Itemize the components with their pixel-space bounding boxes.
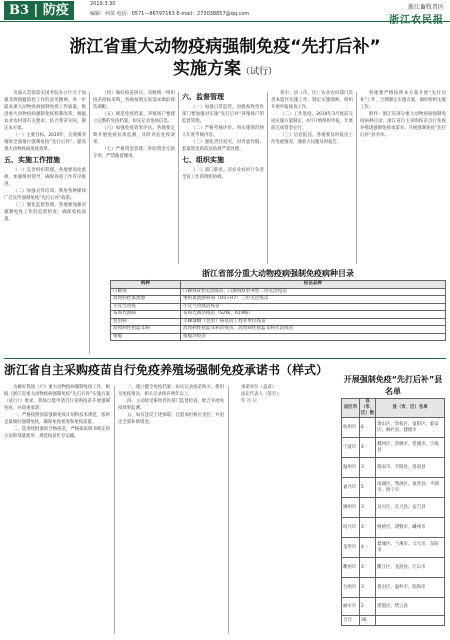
table-cell: 布鲁氏菌病 [111, 311, 181, 319]
column-divider [267, 92, 268, 264]
table-row [111, 288, 446, 296]
table-cell: 4 [360, 538, 376, 558]
table-row [342, 616, 445, 626]
table-cell: 3 [360, 558, 376, 578]
table-cell: 高致病性禽流感 [111, 296, 181, 304]
column-header: 病种 [111, 281, 181, 289]
column-divider [178, 92, 179, 264]
article-column-3 [182, 90, 264, 262]
county-table [341, 398, 445, 626]
paragraph: （二）加强宣传培训。利用各种媒体广泛宣传强制免疫“先打后补”政策。 [4, 189, 86, 201]
table-cell: 柯桥区、诸暨市、嵊州市 [376, 518, 445, 538]
paragraph: （二）工作进度。2019年3月底前完成实施方案制定，4月开始组织申报，年底前完成资金兑付。 [271, 112, 353, 131]
paragraph: 承诺单位（盖章）： [241, 385, 279, 390]
table-cell: 包虫病 [111, 318, 181, 326]
county-list-title: 开展强制免疫“先打后补”县名单 [343, 375, 443, 396]
pledge-column-2 [118, 384, 224, 636]
table-cell: 杭州市 [342, 418, 360, 438]
paragraph: 三、建立健全免疫档案，如实记录疫苗购买、使用及免疫情况，相关记录保存两年以上。 [118, 385, 224, 397]
paragraph: 一、严格按照国家强制免疫计划和技术规范，按时足量做好强制免疫，确保免疫密度和免疫质量。 [4, 413, 110, 425]
section-badge: B3 | 防疫 [4, 1, 74, 20]
paragraph: （五）规范免疫档案。养殖场户要建立完整的免疫档案，如实记录免疫信息。 [93, 112, 175, 124]
table-cell: 羊棘球蚴（包虫）病基因工程亚单位疫苗 [181, 318, 446, 326]
paragraph: （二）严格考核评价。将实施情况纳入年度考核内容。 [182, 126, 264, 138]
table-cell: 猪瘟 [111, 333, 181, 341]
table-row [111, 303, 446, 311]
table-row [342, 538, 445, 558]
paragraph: 年 月 日 [241, 399, 257, 404]
headline-title: 实施方案 [172, 59, 241, 79]
table-cell [376, 616, 445, 626]
main-headline [0, 36, 450, 83]
table-row [342, 418, 445, 438]
table-row [342, 438, 445, 458]
table-cell: 高致病性猪蓝耳病活疫苗、高致病性猪蓝耳病灭活疫苗 [181, 326, 446, 334]
table-cell: 吴兴区、长兴县、安吉县 [376, 498, 445, 518]
table-cell: 丽水市 [342, 598, 360, 616]
column-divider [114, 386, 115, 634]
table-cell: 黄岩区、温岭市、临海市 [376, 578, 445, 598]
vaccine-table-box [110, 268, 446, 354]
pledge-column-1 [4, 384, 110, 636]
table-row [342, 558, 445, 578]
paragraph: （一）部门职责。省农业农村厅负责全省工作的组织协调。 [182, 168, 264, 180]
table-row [342, 458, 445, 478]
column-name: 浙江畜牧兽医 [407, 4, 444, 11]
table-cell: 4 [360, 438, 376, 458]
table-row [342, 518, 445, 538]
table-cell: 口蹄疫 [111, 288, 181, 296]
paragraph: （一）主要目标。2019年，在规模养殖场全面推行强制免疫“先打后补”，提高重大动物疫病免疫效果。 [4, 133, 86, 152]
table-cell: 高致病性猪蓝耳病 [111, 326, 181, 334]
table-row [111, 333, 446, 341]
headline-line-2 [0, 58, 450, 83]
article-column-1 [4, 90, 86, 358]
column-divider [228, 386, 229, 634]
paragraph: （四）做好疫苗供应。省级统一组织疫苗招标采购，各地按照实际需求做好疫苗调配。 [93, 91, 175, 110]
newspaper-logo: 浙江农民报 [389, 15, 444, 26]
paragraph: （三）强化责任追究。对弄虚作假、套取资金的依法依规严肃处理。 [182, 140, 264, 152]
table-cell: 湖州市 [342, 498, 360, 518]
table-cell: 3 [360, 458, 376, 478]
editor-contact: 编辑：何苗 电话：0571—86797163 E-mail：273038857@qq.com [90, 11, 250, 17]
article-column-4 [271, 90, 353, 262]
table-cell: 3 [360, 518, 376, 538]
table-cell: 宁波市 [342, 438, 360, 458]
paragraph: 附件：浙江省部分重大动物疫病强制免疫病种目录；浙江省自主采购疫苗自行免疫养殖场强制免疫承诺书；开展强制免疫“先打后补”县名单。 [360, 112, 446, 138]
table-cell: 重组禽流感病毒（H5+H7）三价灭活疫苗 [181, 296, 446, 304]
table-header-row [111, 281, 446, 289]
paragraph: 各地要严格按照本方案开展“先打后补”工作，合理制定实施方案，做好组织实施工作。 [360, 91, 446, 110]
column-header: 设区市 [342, 399, 360, 418]
section-divider [4, 358, 446, 359]
table-cell: 36 [360, 616, 376, 626]
column-header: 县（市、区）名单 [376, 399, 445, 418]
column-divider [356, 92, 357, 264]
pledge-column-3 [232, 384, 336, 636]
table-cell: 3 [360, 578, 376, 598]
table-cell: 小反刍兽疫 [111, 303, 181, 311]
masthead [389, 2, 444, 26]
paragraph: （七）严格资金管理。补助资金专款专用，严禁截留挪用。 [93, 147, 175, 159]
paragraph: （一）加强日常监管。县级畜牧兽医部门要加强对实施“先打后补”养殖场户的监督管理。 [182, 105, 264, 124]
section-heading: 六、监督管理 [182, 93, 224, 101]
table-cell: 萧山区、余杭区、富阳区、临安区、桐庐县、建德市 [376, 418, 445, 438]
table-cell: 5 [360, 478, 376, 498]
table-cell: 莲都区、缙云县 [376, 598, 445, 616]
table-cell: 猪瘟活疫苗 [181, 333, 446, 341]
table-cell: 衢江区、龙游县、江山市 [376, 558, 445, 578]
table-cell: 鄞州区、余姚市、慈溪市、宁海县 [376, 438, 445, 458]
pledge-headline: 浙江省自主采购疫苗自行免疫养殖场强制免疫承诺书（样式） [4, 363, 329, 377]
column-divider [89, 92, 90, 354]
table-cell: 6 [360, 418, 376, 438]
table-cell: 婺城区、兰溪市、义乌市、东阳市 [376, 538, 445, 558]
headline-line-1: 浙江省重大动物疫病强制免疫“先打后补” [69, 37, 381, 57]
table-cell: 衢州市 [342, 558, 360, 578]
paragraph: 法定代表人（签字）： [241, 392, 283, 397]
table-cell: 合计 [342, 616, 360, 626]
table-cell: 布鲁氏菌活疫苗（S2株、A19株） [181, 311, 446, 319]
table-cell: 2 [360, 598, 376, 616]
table-row [342, 598, 445, 616]
table-row [342, 578, 445, 598]
column-header: 疫苗品种 [181, 281, 446, 289]
table-cell: 口蹄疫O型灭活疫苗、口蹄疫O型-A型二价灭活疫苗 [181, 288, 446, 296]
page-header [0, 0, 450, 26]
table-row [342, 498, 445, 518]
paragraph: 二、选用经批准的合格疫苗，严格按说明书规定的方法和剂量使用，规范疫苗贮存运输。 [4, 427, 110, 439]
table-cell: 嘉兴市 [342, 478, 360, 498]
paragraph: （一）完善组织管理。各地要高度重视，加强组织领导，确保各项工作有序推进。 [4, 168, 86, 187]
vaccine-table [110, 280, 446, 341]
table-cell: 温州市 [342, 458, 360, 478]
table-cell: 金华市 [342, 538, 360, 558]
section-heading: 五、实施工作措施 [4, 156, 60, 164]
column-header: 县（市、区）数 [361, 399, 375, 416]
table-cell: 3 [360, 498, 376, 518]
table-row [111, 326, 446, 334]
paragraph: 各市、县（市、区）农业农村部门负责本辖区实施工作，制定实施细则，组织开展申报核查工作。 [271, 91, 353, 110]
paragraph: 五、如有违反上述承诺，自愿承担相应责任，并退还全部补助资金。 [118, 413, 224, 425]
article-column-5 [360, 90, 446, 262]
paragraph: （六）加强免疫效果评估。各地要定期开展免疫抗体监测，及时评估免疫效果。 [93, 126, 175, 145]
table-row [111, 296, 446, 304]
section-heading: 七、组织实施 [182, 156, 224, 164]
table-title: 浙江省部分重大动物疫病强制免疫病种目录 [202, 269, 354, 278]
table-cell: 小反刍兽疫活疫苗 [181, 303, 446, 311]
paragraph: 为深入贯彻落实国务院办公厅关于加强非洲猪瘟防控工作的意见精神，进一步提高重大动物疫病强制免疫工作质量，推进重大动物疫病强制免疫机制改革，根据农业农村部有关要求，结合我省实际，制定本方案。 [4, 91, 86, 131]
table-row [111, 311, 446, 319]
table-cell: 南湖区、秀洲区、嘉善县、平湖市、海宁市 [376, 478, 445, 498]
table-cell: 台州市 [342, 578, 360, 598]
paragraph: （三）强化监督管理。各地要加强对强制免疫工作的监督检查，确保免疫质量。 [4, 203, 86, 222]
paragraph: 为做好我场（户）重大动物疫病强制免疫工作，根据《浙江省重大动物疫病强制免疫“先打后补”实施方案（试行）》要求，我场自愿申请自行采购疫苗开展强制免疫，并郑重承诺： [4, 385, 110, 411]
table-cell: 绍兴市 [342, 518, 360, 538]
table-header-row [342, 399, 445, 418]
article-column-2 [93, 90, 175, 262]
table-cell: 瑞安市、平阳县、苍南县 [376, 458, 445, 478]
county-list-box [341, 374, 445, 636]
headline-subtitle: （试行） [240, 67, 277, 77]
table-row [111, 318, 446, 326]
paragraph: （三）信息报送。各地要及时报送工作进展情况，遇重大问题及时报告。 [271, 133, 353, 145]
paragraph: 四、主动接受畜牧兽医部门监督检查，配合开展免疫效果监测。 [118, 399, 224, 411]
table-row [342, 478, 445, 498]
issue-date: 2019.3.30 [90, 1, 116, 7]
